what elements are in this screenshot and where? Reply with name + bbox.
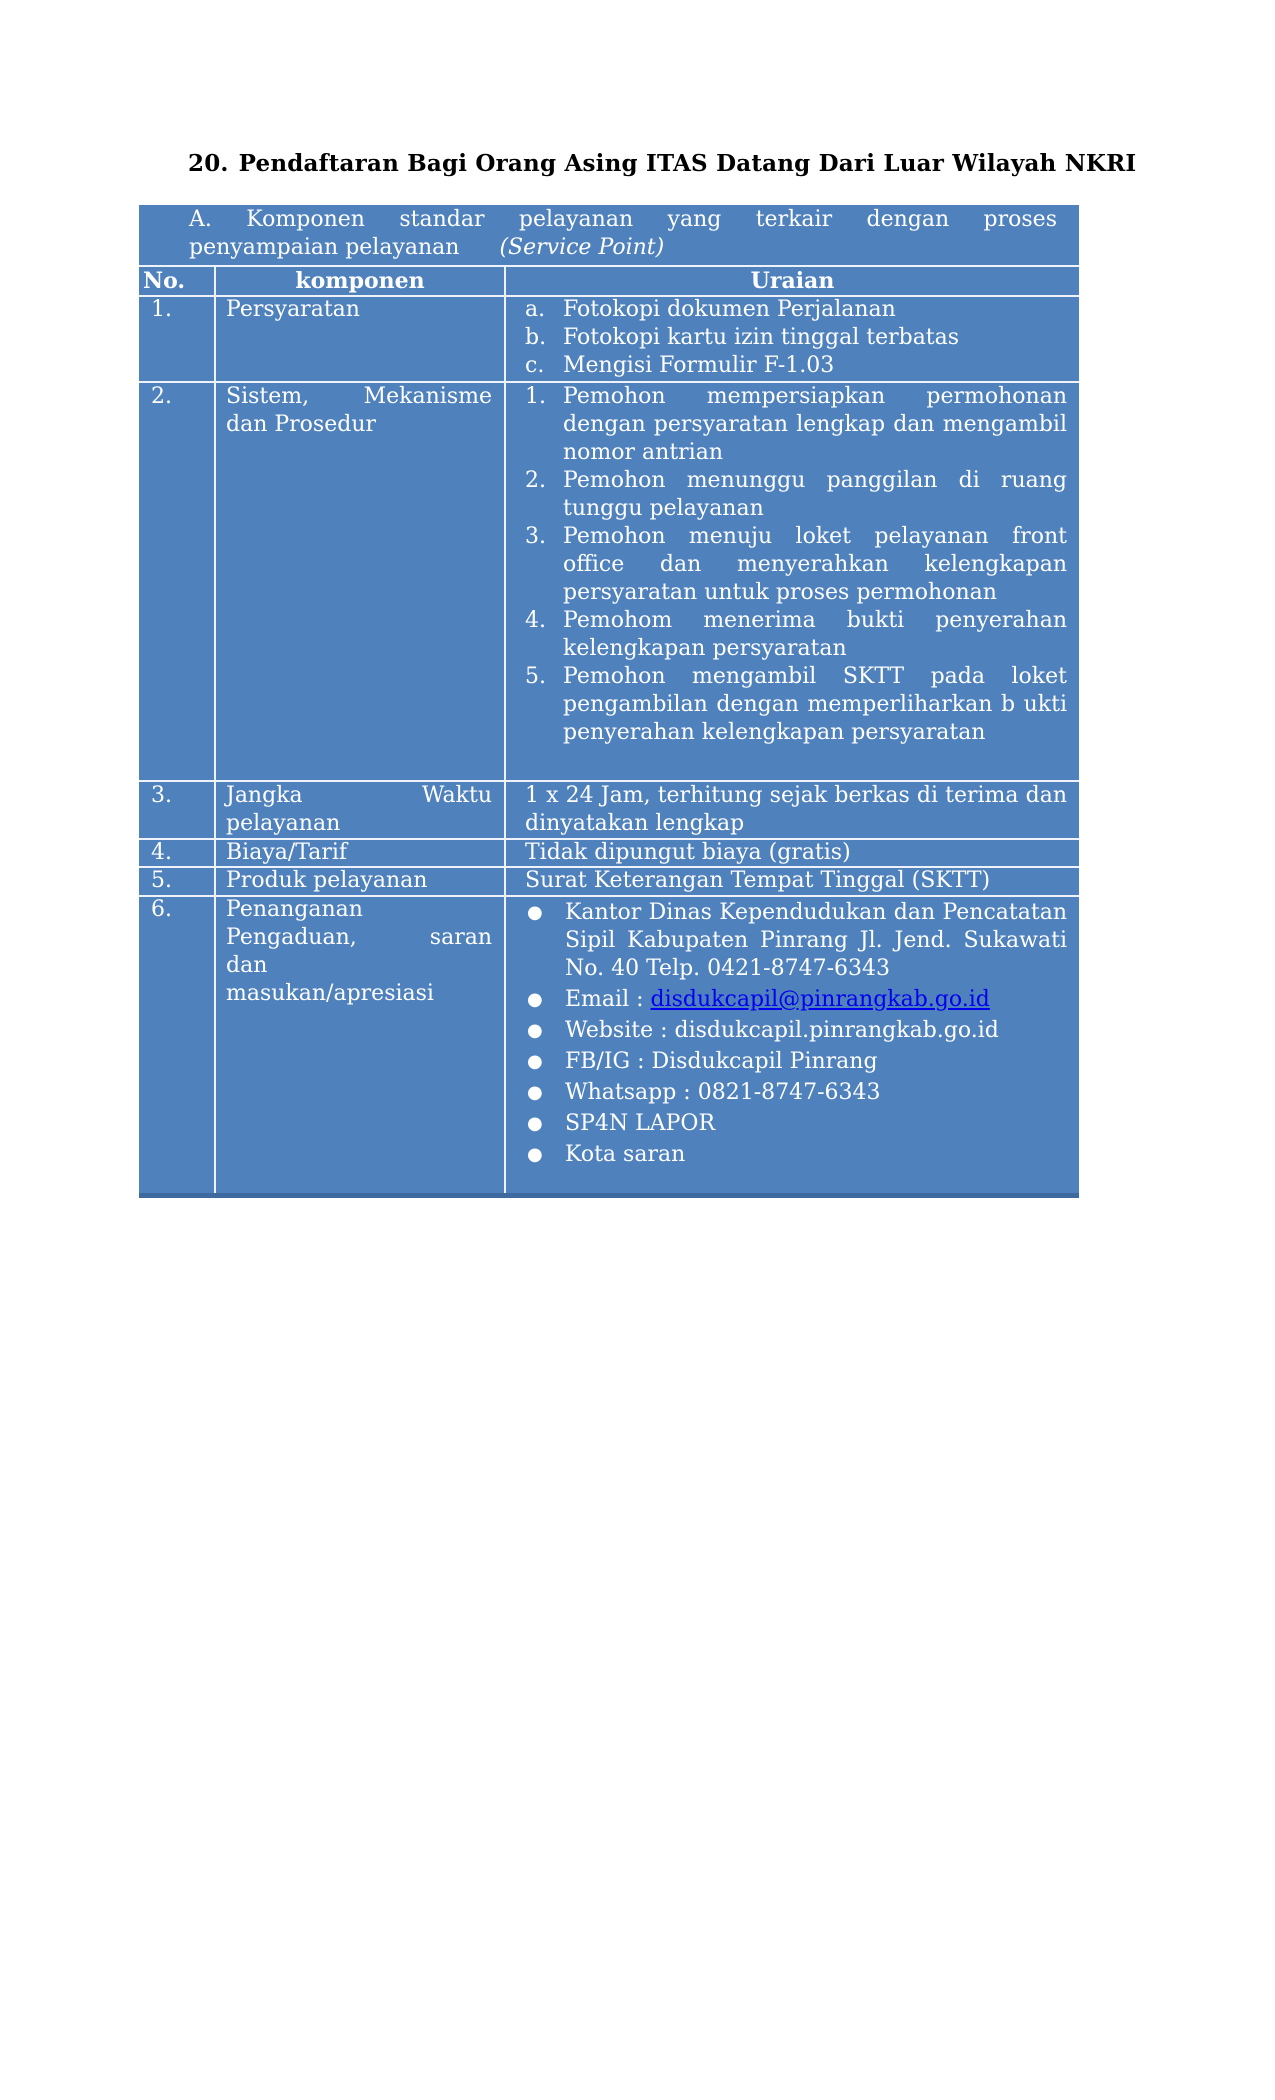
komponen-line: dan <box>226 953 268 978</box>
intro-service-point: (Service Point) <box>499 235 665 260</box>
fbig-line: FB/IG : Disdukcapil Pinrang <box>565 1049 878 1074</box>
list-marker: c. <box>525 353 545 378</box>
list-item <box>525 663 1067 747</box>
header-uraian: Uraian <box>750 268 835 294</box>
list-item <box>525 1048 1067 1076</box>
sp4n-line: SP4N LAPOR <box>565 1111 716 1136</box>
list-item <box>525 383 1067 467</box>
row-5-uraian: Surat Keterangan Tempat Tinggal (SKTT) <box>525 868 991 893</box>
row-6-komponen <box>226 896 492 1008</box>
list-item <box>525 899 1067 983</box>
list-text: Mengisi Formulir F-1.03 <box>563 353 835 378</box>
table-intro <box>189 206 1057 262</box>
intro-line-1: A. Komponen standar pelayanan yang terkair dengan proses <box>189 207 1057 232</box>
row-5-komponen: Produk pelayanan <box>226 868 428 893</box>
kota-saran-line: Kota saran <box>565 1142 686 1167</box>
row-1-komponen: Persyaratan <box>226 297 360 322</box>
list-marker: 2. <box>525 468 546 493</box>
row-3-no: 3. <box>151 783 172 808</box>
list-text: Pemohon mengambil SKTT pada loket pengambilan dengan memperliharkan b ukti penyerahan kelengkapan persyaratan <box>563 664 1067 745</box>
list-marker: 5. <box>525 664 546 689</box>
list-item <box>525 1141 1067 1169</box>
email-label: Email : <box>565 987 651 1012</box>
komponen-line: Pengaduan, saran <box>226 925 492 950</box>
list-item <box>525 467 1067 523</box>
row-1-uraian <box>525 296 1067 380</box>
intro-line-2-text: penyampaian pelayanan <box>189 235 460 260</box>
row-2-no: 2. <box>151 384 172 409</box>
column-divider <box>214 265 216 1193</box>
bullet-icon: ● <box>527 989 543 1010</box>
column-divider <box>504 265 506 1193</box>
kantor-address: Kantor Dinas Kependudukan dan Pencatatan Sipil Kabupaten Pinrang Jl. Jend. Sukawati No. 40 Telp. 0421-8747-6343 <box>565 900 1067 981</box>
row-6-no: 6. <box>151 897 172 922</box>
row-4-komponen: Biaya/Tarif <box>226 840 348 865</box>
bullet-icon: ● <box>527 1144 543 1165</box>
list-item <box>525 986 1067 1014</box>
row-6-uraian <box>525 899 1067 1172</box>
bullet-icon: ● <box>527 1113 543 1134</box>
bullet-icon: ● <box>527 902 543 923</box>
list-text: Pemohon menuju loket pelayanan front office dan menyerahkan kelengkapan persyaratan untuk proses permohonan <box>563 524 1067 605</box>
list-text: Pemohon menunggu panggilan di ruang tunggu pelayanan <box>563 468 1067 521</box>
list-item <box>525 1079 1067 1107</box>
list-marker: 1. <box>525 384 546 409</box>
service-standard-table <box>139 205 1079 1198</box>
bullet-icon: ● <box>527 1082 543 1103</box>
email-link[interactable]: disdukcapil@pinrangkab.go.id <box>650 987 990 1012</box>
list-marker: b. <box>525 325 547 350</box>
row-3-komponen: Jangka Waktu pelayanan <box>226 783 492 836</box>
section-title <box>188 150 1136 177</box>
list-text: Fotokopi kartu izin tinggal terbatas <box>563 325 960 350</box>
list-text: Fotokopi dokumen Perjalanan <box>563 297 896 322</box>
header-no: No. <box>143 268 186 294</box>
komponen-line: Penanganan <box>226 897 363 922</box>
row-4-no: 4. <box>151 840 172 865</box>
row-1-no: 1. <box>151 297 172 322</box>
row-5-no: 5. <box>151 868 172 893</box>
list-item <box>525 296 1067 324</box>
header-komponen: komponen <box>295 268 425 294</box>
list-item <box>525 523 1067 607</box>
website-line: Website : disdukcapil.pinrangkab.go.id <box>565 1018 999 1043</box>
list-text: Pemohom menerima bukti penyerahan kelengkapan persyaratan <box>563 608 1067 661</box>
list-item <box>525 324 1067 352</box>
list-item <box>525 607 1067 663</box>
list-item <box>525 1110 1067 1138</box>
list-item <box>525 1017 1067 1045</box>
list-marker: 4. <box>525 608 546 633</box>
bullet-icon: ● <box>527 1051 543 1072</box>
row-4-uraian: Tidak dipungut biaya (gratis) <box>525 840 851 865</box>
komponen-line: masukan/apresiasi <box>226 981 434 1006</box>
bullet-icon: ● <box>527 1020 543 1041</box>
list-marker: a. <box>525 297 546 322</box>
row-3-uraian: 1 x 24 Jam, terhitung sejak berkas di terima dan dinyatakan lengkap <box>525 783 1067 836</box>
row-2-uraian <box>525 383 1067 747</box>
list-item <box>525 352 1067 380</box>
whatsapp-line: Whatsapp : 0821-8747-6343 <box>565 1080 881 1105</box>
section-title-text: Pendaftaran Bagi Orang Asing ITAS Datang Dari Luar Wilayah NKRI <box>238 150 1137 177</box>
intro-line-2 <box>189 234 1057 262</box>
section-number: 20. <box>188 150 229 177</box>
email-line <box>565 986 1067 1014</box>
list-text: Pemohon mempersiapkan permohonan dengan persyaratan lengkap dan mengambil nomor antrian <box>563 384 1067 465</box>
row-2-komponen: Sistem, Mekanisme dan Prosedur <box>226 384 492 437</box>
list-marker: 3. <box>525 524 546 549</box>
